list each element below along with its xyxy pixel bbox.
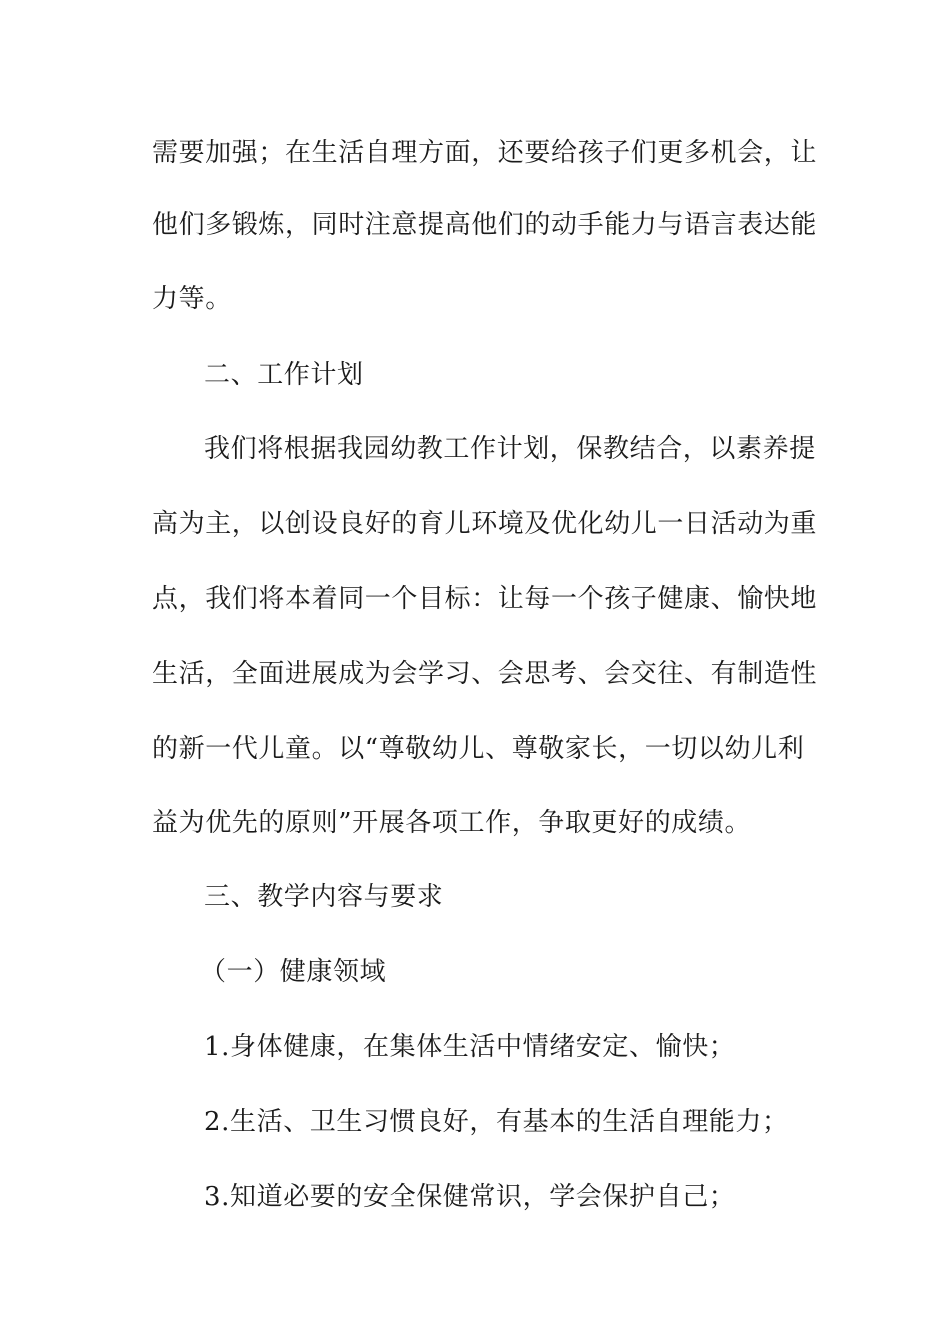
- paragraph-line: 点，我们将本着同一个目标：让每一个孩子健康、愉快地: [152, 584, 818, 614]
- list-item: 1.身体健康，在集体生活中情绪安定、愉快；: [204, 1032, 736, 1062]
- paragraph-line: 的新一代儿童。以“尊敬幼儿、尊敬家长，一切以幼儿利: [152, 734, 805, 764]
- list-item: 2.生活、卫生习惯良好，有基本的生活自理能力；: [204, 1107, 789, 1137]
- section-heading: 三、教学内容与要求: [204, 882, 444, 912]
- subsection-heading: （一）健康领域: [200, 957, 387, 987]
- paragraph-line: 需要加强；在生活自理方面，还要给孩子们更多机会，让: [152, 138, 818, 168]
- paragraph-line: 我们将根据我园幼教工作计划，保教结合，以素养提: [204, 434, 816, 464]
- paragraph-line: 生活，全面进展成为会学习、会思考、会交往、有制造性: [152, 659, 818, 689]
- paragraph-line: 高为主，以创设良好的育儿环境及优化幼儿一日活动为重: [152, 509, 818, 539]
- section-heading: 二、工作计划: [204, 360, 364, 390]
- paragraph-line: 他们多锻炼，同时注意提高他们的动手能力与语言表达能: [152, 210, 818, 240]
- paragraph-line: 力等。: [152, 284, 232, 314]
- list-item: 3.知道必要的安全保健常识，学会保护自己；: [204, 1182, 736, 1212]
- paragraph-line: 益为优先的原则”开展各项工作，争取更好的成绩。: [152, 808, 752, 838]
